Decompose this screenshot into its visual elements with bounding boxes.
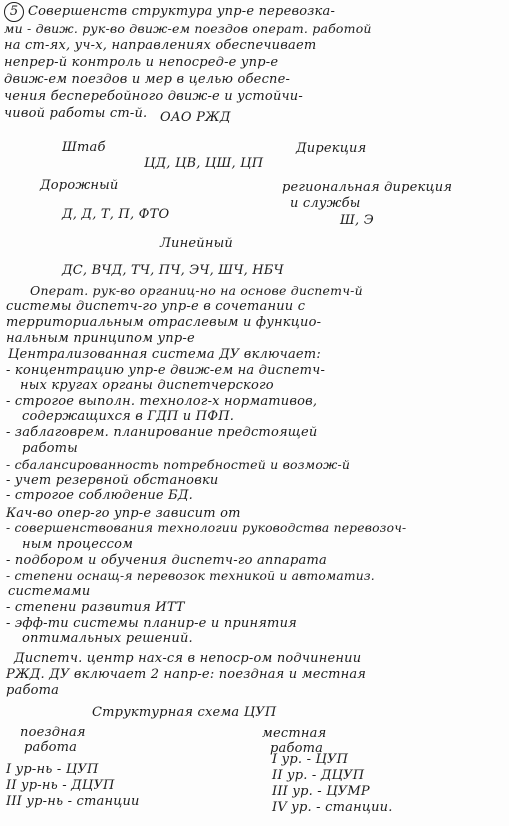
text-line: Централизованная система ДУ включает:: [8, 347, 321, 362]
text-line: - строгое соблюдение БД.: [6, 488, 194, 503]
label-shtab: Штаб: [62, 140, 106, 155]
label-dorozhny: Дорожный: [40, 178, 119, 193]
text-line: чения бесперебойного движ-е и устойчи-: [4, 89, 303, 104]
text-line: Д, Д, Т, П, ФТО: [62, 207, 170, 222]
text-line: на ст-ях, уч-х, направлениях обеспечивает: [4, 38, 317, 53]
column-header-mestnaya: местная: [262, 726, 327, 741]
level-item-right: II ур. - ДЦУП: [272, 768, 365, 783]
text-line: ЦД, ЦВ, ЦШ, ЦП: [144, 156, 264, 171]
text-line: - сбалансированность потребностей и возмож-й: [6, 457, 351, 472]
text-line: Диспетч. центр нах-ся в непоср-ом подчинении: [14, 651, 362, 666]
column-header-mestnaya: работа: [270, 741, 324, 756]
text-line: работы: [22, 441, 78, 456]
label-direkciya: Дирекция: [296, 141, 367, 156]
scheme-title: Структурная схема ЦУП: [92, 705, 277, 720]
text-line: - заблаговрем. планирование предстоящей: [6, 425, 318, 440]
page-number-badge: 5: [4, 2, 24, 22]
text-line: - строгое выполн. технолог-х нормативов,: [6, 394, 318, 409]
column-header-poezdnaya: работа: [24, 740, 78, 755]
level-item-right: IV ур. - станции.: [272, 800, 393, 815]
level-item-left: III ур-нь - станции: [6, 794, 140, 809]
text-line: непрер-й контроль и непосред-е упр-е: [4, 55, 279, 70]
level-item-left: II ур-нь - ДЦУП: [6, 778, 115, 793]
text-line: - подбором и обучения диспетч-го аппарата: [6, 553, 327, 568]
level-item-right: I ур. - ЦУП: [272, 752, 349, 767]
text-line: нальным принципом упр-е: [6, 331, 195, 346]
org-title: ОАО РЖД: [160, 110, 231, 125]
text-line: системами: [8, 584, 91, 599]
text-line: - степени развития ИТТ: [6, 600, 185, 615]
text-line: ми - движ. рук-во движ-ем поездов операт. работой: [4, 21, 372, 36]
text-line: - концентрацию упр-е движ-ем на диспетч-: [6, 363, 326, 378]
text-line: системы диспетч-го упр-е в сочетании с: [6, 299, 306, 314]
text-line: - учет резервной обстановки: [6, 473, 219, 488]
text-line: - эфф-ти системы планир-е и принятия: [6, 616, 297, 631]
text-line: движ-ем поездов и мер в целью обеспе-: [4, 72, 291, 87]
column-header-poezdnaya: поездная: [20, 725, 86, 740]
text-line: и службы: [290, 196, 361, 211]
text-line: Операт. рук-во органиц-но на основе диспетч-й: [30, 283, 363, 298]
text-line: Совершенств структура упр-е перевозка-: [28, 4, 336, 19]
text-line: Ш, Э: [340, 213, 374, 228]
text-line: чивой работы ст-й.: [4, 106, 148, 121]
text-line: РЖД. ДУ включает 2 напр-е: поездная и местная: [6, 667, 367, 682]
text-line: работа: [6, 683, 60, 698]
text-line: ДС, ВЧД, ТЧ, ПЧ, ЭЧ, ШЧ, НБЧ: [62, 263, 284, 278]
label-lineyny: Линейный: [160, 236, 233, 251]
text-line: - степени оснащ-я перевозок техникой и автоматиз.: [6, 569, 375, 583]
text-line: - совершенствования технологии руководства перевозоч-: [6, 521, 407, 535]
text-line: Кач-во опер-го упр-е зависит от: [6, 506, 241, 521]
text-line: территориальным отраслевым и функцио-: [6, 315, 322, 330]
level-item-left: I ур-нь - ЦУП: [6, 762, 99, 777]
level-item-right: III ур. - ЦУМР: [272, 784, 370, 799]
text-line: региональная дирекция: [282, 180, 453, 195]
text-line: ным процессом: [22, 537, 134, 552]
text-line: содержащихся в ГДП и ПФП.: [22, 409, 235, 424]
text-line: ных кругах органы диспетчерского: [20, 378, 274, 393]
text-line: оптимальных решений.: [22, 631, 193, 646]
